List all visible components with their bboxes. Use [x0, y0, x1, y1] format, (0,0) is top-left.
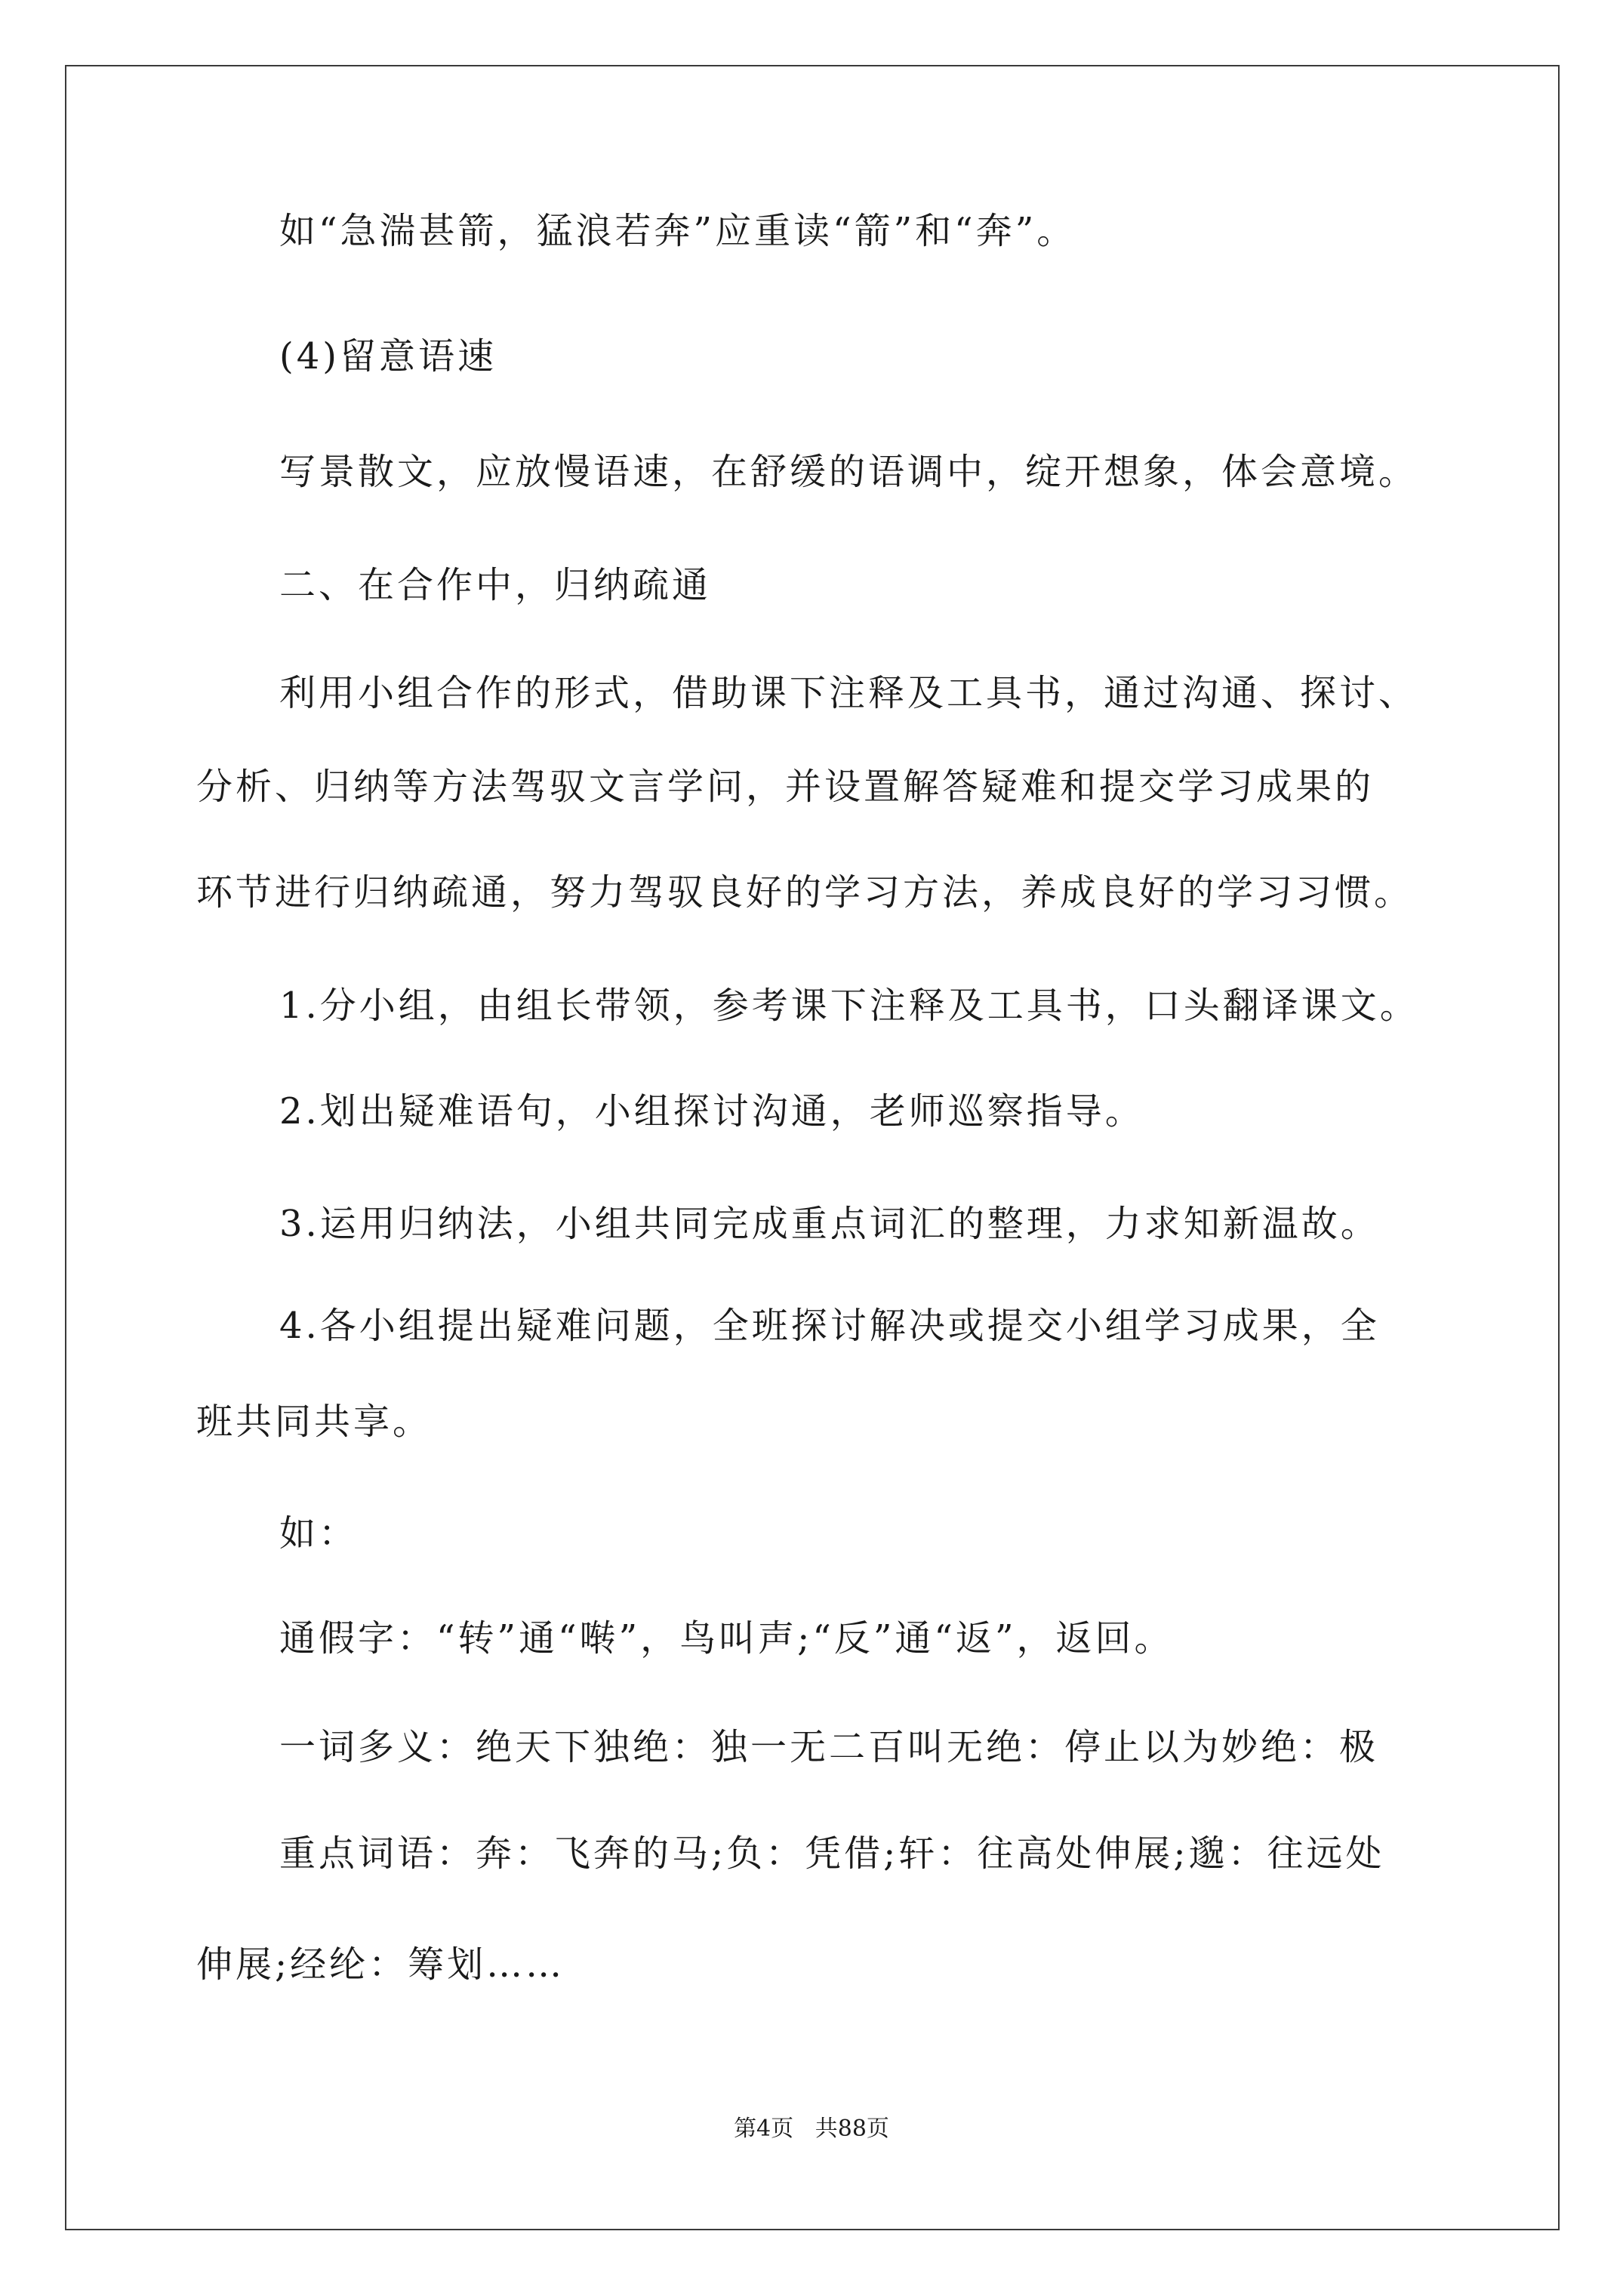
- list-item: 1.分小组，由组长带领，参考课下注释及工具书，口头翻译课文。: [279, 985, 1419, 1027]
- page-footer: [0, 2114, 1623, 2144]
- text-line: 伸展;经纶：筹划……: [196, 1943, 565, 1986]
- text-line: (4)留意语速: [279, 335, 497, 378]
- text-line: 重点词语：奔：飞奔的马;负：凭借;轩：往高处伸展;邈：往远处: [279, 1832, 1385, 1875]
- text-line: 如：: [279, 1512, 359, 1555]
- text-line: 一词多义：绝天下独绝：独一无二百叫无绝：停止以为妙绝：极: [279, 1726, 1379, 1768]
- text-line: 班共同共享。: [196, 1401, 433, 1443]
- text-line: 分析、归纳等方法驾驭文言学问，并设置解答疑难和提交学习成果的: [196, 766, 1375, 808]
- section-heading: 二、在合作中，归纳疏通: [279, 564, 712, 606]
- text-line: 环节进行归纳疏通，努力驾驭良好的学习方法，养成良好的学习习惯。: [196, 871, 1414, 914]
- text-line: 写景散文，应放慢语速，在舒缓的语调中，绽开想象，体会意境。: [279, 451, 1418, 493]
- list-item: 3.运用归纳法，小组共同完成重点词汇的整理，力求知新温故。: [279, 1203, 1380, 1245]
- list-item: 4.各小组提出疑难问题，全班探讨解决或提交小组学习成果，全: [279, 1305, 1380, 1347]
- text-line: 通假字：“转”通“啭”，鸟叫声;“反”通“返”，返回。: [279, 1617, 1174, 1660]
- list-item: 2.划出疑难语句，小组探讨沟通，老师巡察指导。: [279, 1090, 1144, 1133]
- page-number: 第4页 共88页: [734, 2116, 889, 2142]
- page-border: [65, 65, 1560, 2230]
- text-line: 利用小组合作的形式，借助课下注释及工具书，通过沟通、探讨、: [279, 672, 1418, 714]
- text-line: 如“急湍甚箭，猛浪若奔”应重读“箭”和“奔”。: [279, 210, 1076, 252]
